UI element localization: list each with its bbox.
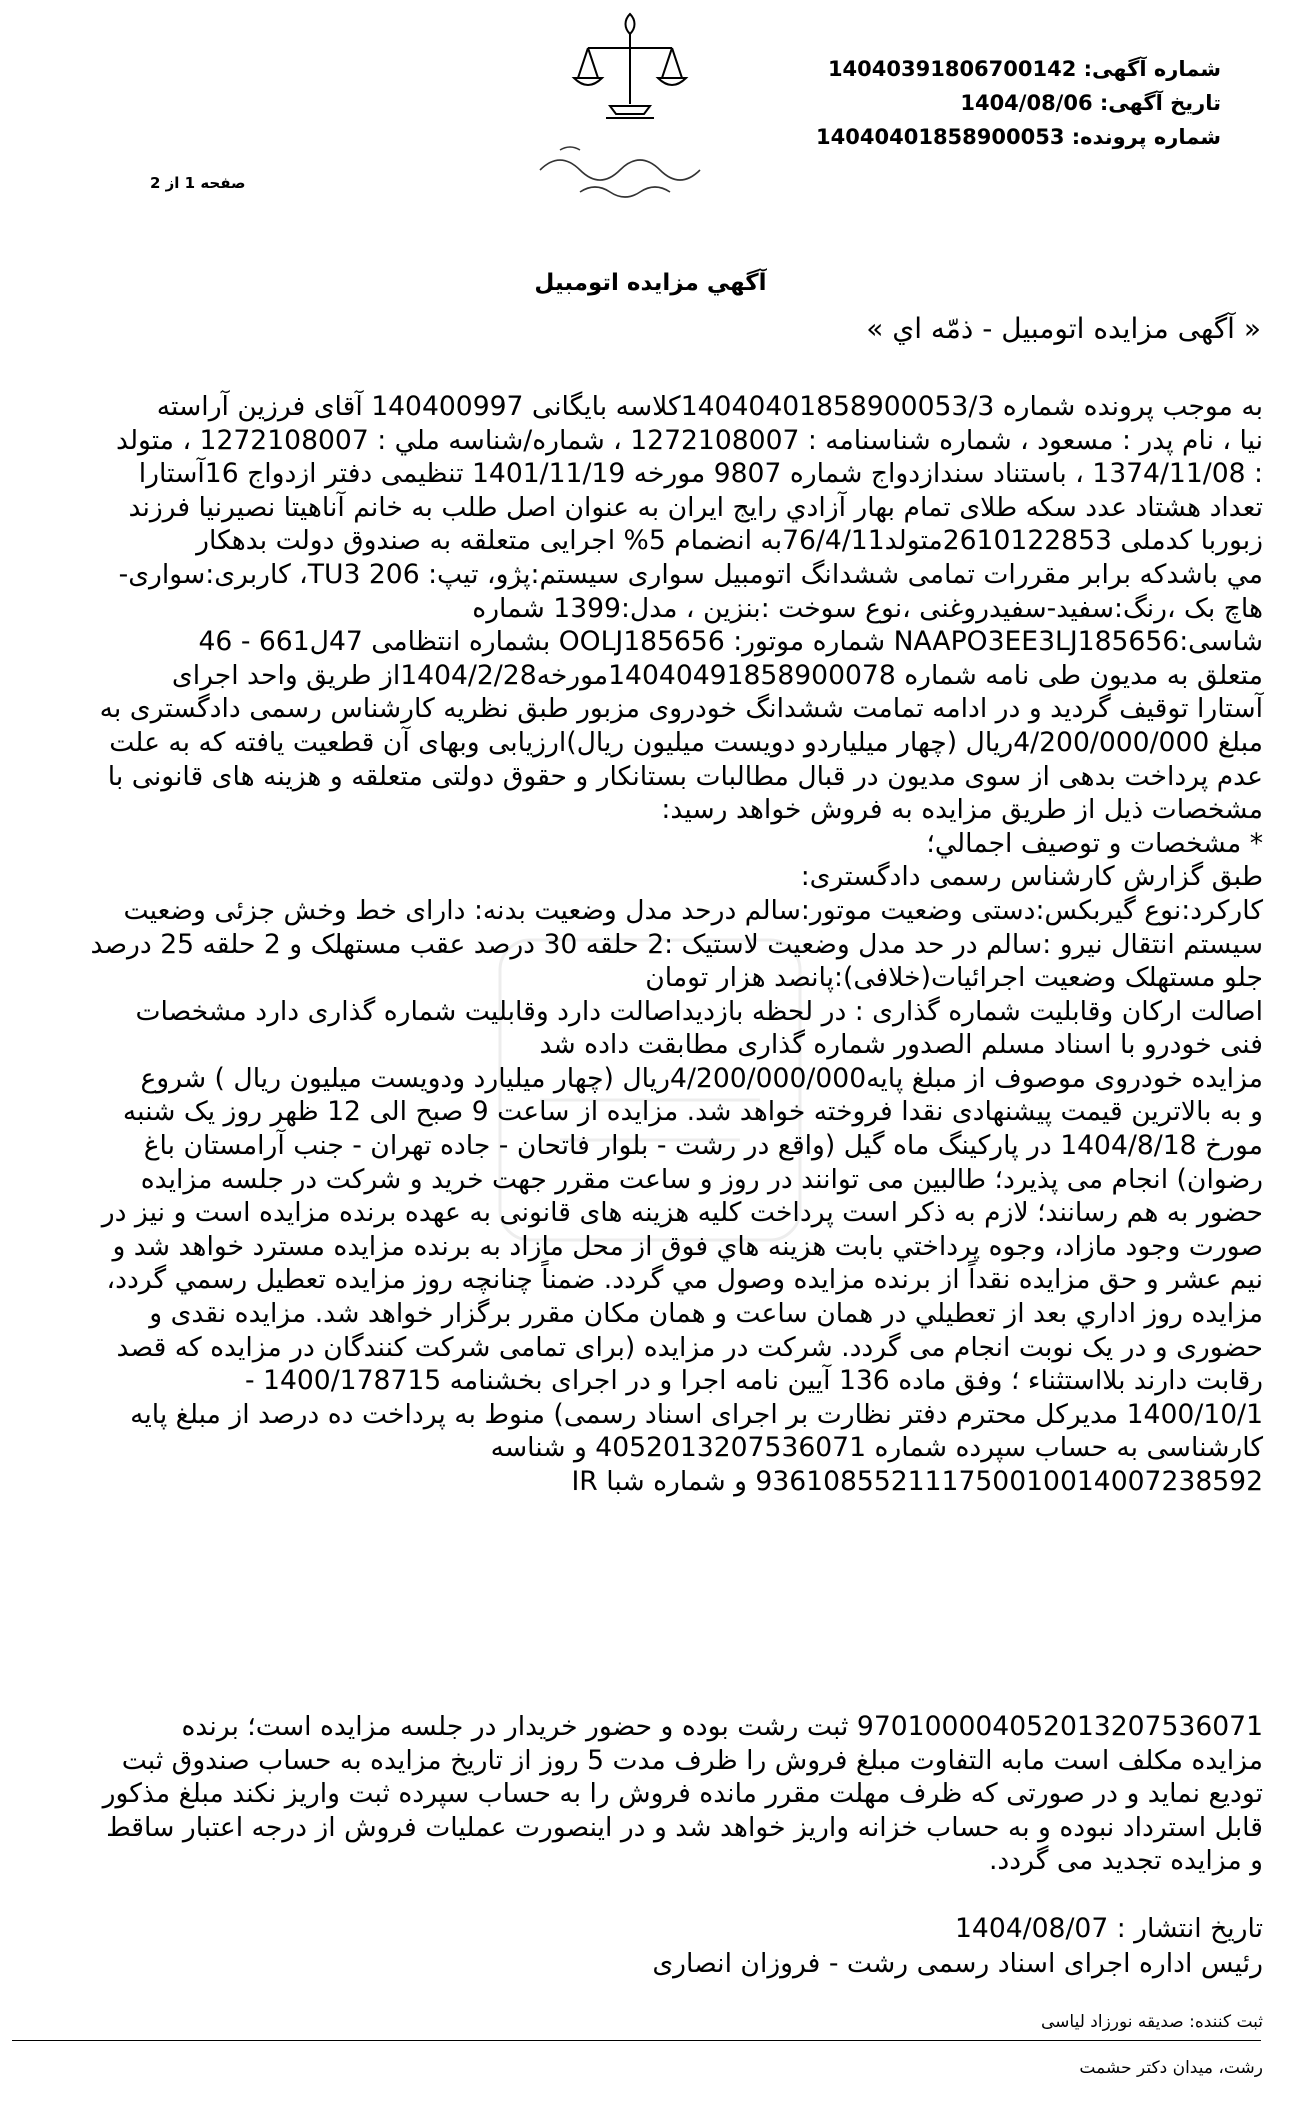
- publish-date: تاریخ انتشار : 1404/08/07: [954, 1913, 1263, 1944]
- header-info: [816, 52, 1221, 154]
- footer-divider: [12, 2040, 1261, 2041]
- page-info: صفحه 1 از 2: [150, 174, 246, 192]
- body-line: رضوان) انجام می پذیرد؛ طالبین می توانند در روز و ساعت مقرر جهت خرید و شرکت در جلسه مزایده: [140, 1163, 1263, 1195]
- body-line: مي باشدکه برابر مقررات تمامی ششدانگ اتومبیل سواری سیستم:پژو، تیپ: TU3 206، کاربری:سواری-: [118, 558, 1263, 590]
- address: رشت، میدان دکتر حشمت: [1079, 2058, 1263, 2078]
- ad-date: تاریخ آگهی: 1404/08/06: [960, 91, 1221, 115]
- body-line: حضوری و در یک نوبت انجام می گردد. شرکت در مزایده (برای تمامی شرکت کنندگان در مزایده که قصد: [116, 1331, 1263, 1363]
- organization-seal-lettering: [520, 130, 720, 210]
- body-line: متعلق به مدیون طی نامه شماره 14040491858900078مورخه1404/2/28از طریق واحد اجرای: [171, 659, 1263, 691]
- document-title: آگهي مزايده اتومبيل: [534, 270, 767, 296]
- announcement-body: [12, 390, 1263, 1499]
- announcement-body-continued: [12, 1710, 1263, 1878]
- body-line: شاسی:NAAPO3EE3LJ185656 شماره موتور: OOLJ185656 بشماره انتظامی 47ل661 - 46: [198, 626, 1263, 658]
- body-line: مورخ 1404/8/18 در پارکینگ ماه گیل (واقع در رشت - بلوار فاتحان - جاده تهران - جنب آرامستان باغ: [143, 1130, 1263, 1162]
- body-line: قابل استرداد نبوده و به حساب خزانه واریز خواهد شد و در اینصورت عملیات فروش از درجه اعتبار ساقط: [106, 1811, 1263, 1843]
- judiciary-emblem-icon: [560, 8, 700, 128]
- body-line: صورت وجود مازاد، وجوه پرداختي بابت هزينه هاي فوق از محل مازاد به برنده مزايده مسترد خواهد شد و: [112, 1230, 1263, 1262]
- body-line: نیا ، نام پدر : مسعود ، شماره شناسنامه : 1272108007 ، شماره/شناسه ملي : 1272108007 ، متولد: [115, 424, 1263, 456]
- body-line: تعداد هشتاد عدد سکه طلای تمام بهار آزادي رايج ايران به عنوان اصل طلب به خانم آناهیتا نصیرنیا فرزند: [128, 491, 1263, 523]
- body-line: زبوربا کدملی 2610122853متولد76/4/11به انضمام 5% اجرایی متعلقه به صندوق دولت بدهکار: [196, 525, 1263, 557]
- body-line: مزایده خودروی موصوف از مبلغ پایه4/200/000/000ریال (چهار میلیارد ودویست میلیون ریال ) شروع: [140, 1062, 1263, 1094]
- document-subtitle: « آگهی مزایده اتومبیل - ذمّه اي »: [866, 312, 1261, 345]
- body-line: تودیع نماید و در صورتی که ظرف مهلت مقرر مانده فروش را به حساب سپرده ثبت واریز نکند مبلغ مذکور: [102, 1778, 1263, 1810]
- body-line: مزايده روز اداري بعد از تعطيلي در همان ساعت و همان مكان مقرر برگزار خواهد شد. مزایده نقدی و: [149, 1298, 1263, 1330]
- body-line: به موجب پرونده شماره 14040401858900053/3کلاسه بایگانی 140400997 آقای فرزین آراسته: [156, 391, 1263, 422]
- body-line: مشخصات ذیل از طریق مزایده به فروش خواهد رسید:: [661, 794, 1263, 826]
- body-line: سیستم انتقال نیرو :سالم در حد مدل وضعیت لاستیک :2 حلقه 30 درصد عقب مستهلک و 2 حلقه 25 درصد: [90, 928, 1263, 960]
- body-line: * مشخصات و توصیف اجمالي؛: [926, 827, 1263, 859]
- body-line: کارشناسی به حساب سپرده شماره 4052013207536071 و شناسه: [490, 1432, 1263, 1464]
- body-line: رقابت دارند بلااستثناء ؛ وفق ماده 136 آیین نامه اجرا و در اجرای بخشنامه 1400/178715 -: [244, 1365, 1263, 1397]
- body-line: حضور به هم رسانند؛ لازم به ذکر است پرداخت کلیه هزینه های قانونی به عهده برنده مزایده است و نیز در: [101, 1197, 1263, 1229]
- body-line: کارکرد:نوع گیربکس:دستی وضعیت موتور:سالم درحد مدل وضعیت بدنه: دارای خط وخش جزئی وضعیت: [123, 894, 1263, 926]
- body-line: هاچ بک ،رنگ:سفید-سفیدروغنی ،نوع سوخت :بنزین ، مدل:1399 شماره: [472, 592, 1263, 624]
- body-line: طبق گزارش کارشناس رسمی دادگستری:: [800, 861, 1263, 893]
- body-line: جلو مستهلک وضعیت اجرائیات(خلافی):پانصد هزار تومان: [645, 962, 1263, 994]
- body-line: 1400/10/1 مدیرکل محترم دفتر نظارت بر اجرای اسناد رسمی) منوط به پرداخت ده درصد از مبلغ پایه: [130, 1398, 1263, 1430]
- body-line: مبلغ 4/200/000/000ریال (چهار میلیاردو دویست میلیون ریال)ارزیابی وبهای آن قطعیت یافته که به علت: [109, 726, 1263, 758]
- file-number: شماره پرونده: 14040401858900053: [816, 125, 1221, 149]
- body-line: عدم پرداخت بدهی از سوی مدیون در قبال مطالبات بستانکار و حقوق دولتی متعلقه و هزینه های قانونی با: [107, 760, 1263, 792]
- body-line: فنی خودرو با اسناد مسلم الصدور شماره گذاری مطابقت داده شد: [539, 1029, 1263, 1061]
- body-line: مزایده مکلف است مابه التفاوت مبلغ فروش را ظرف مدت 5 روز از تاریخ مزایده به حساب صندوق ثبت: [121, 1744, 1263, 1776]
- body-line: اصالت ارکان وقابلیت شماره گذاری : در لحظه بازدیداصالت دارد وقابلیت شماره گذاری دارد مشخصات: [135, 995, 1263, 1027]
- body-line: و به بالاترین قیمت پیشنهادی نقدا فروخته خواهد شد. مزایده از ساعت 9 صبح الی 12 ظهر روز یک شنبه: [122, 1096, 1263, 1128]
- registrar: ثبت کننده: صدیقه نورزاد لیاسی: [1040, 2012, 1263, 2032]
- body-line: : 1374/11/08 ، باستناد سندازدواج شماره 9807 مورخه 1401/11/19 تنظیمی دفتر ازدواج 16آستارا: [138, 458, 1263, 490]
- body-line: نيم عشر و حق مزايده نقداً از برنده مزايده وصول مي گردد. ضمناً چنانچه روز مزايده تعطيل رسمي گردد،: [106, 1264, 1263, 1296]
- ad-number: شماره آگهی: 14040391806700142: [827, 57, 1221, 81]
- body-line: 936108552111750010014007238592 و شماره شبا IR: [571, 1466, 1263, 1497]
- chief-signature-line: رئیس اداره اجرای اسناد رسمی رشت - فروزان انصاری: [652, 1948, 1263, 1979]
- body-line: آستارا توقیف گردید و در ادامه تمامت ششدانگ خودروی مزبور طبق نظریه کارشناس رسمی دادگستری به: [99, 693, 1263, 725]
- body-line: 970100004052013207536071 ثبت رشت بوده و حضور خریدار در جلسه مزایده است؛ برنده: [181, 1711, 1263, 1742]
- body-line: و مزایده تجدید می گردد.: [988, 1845, 1263, 1877]
